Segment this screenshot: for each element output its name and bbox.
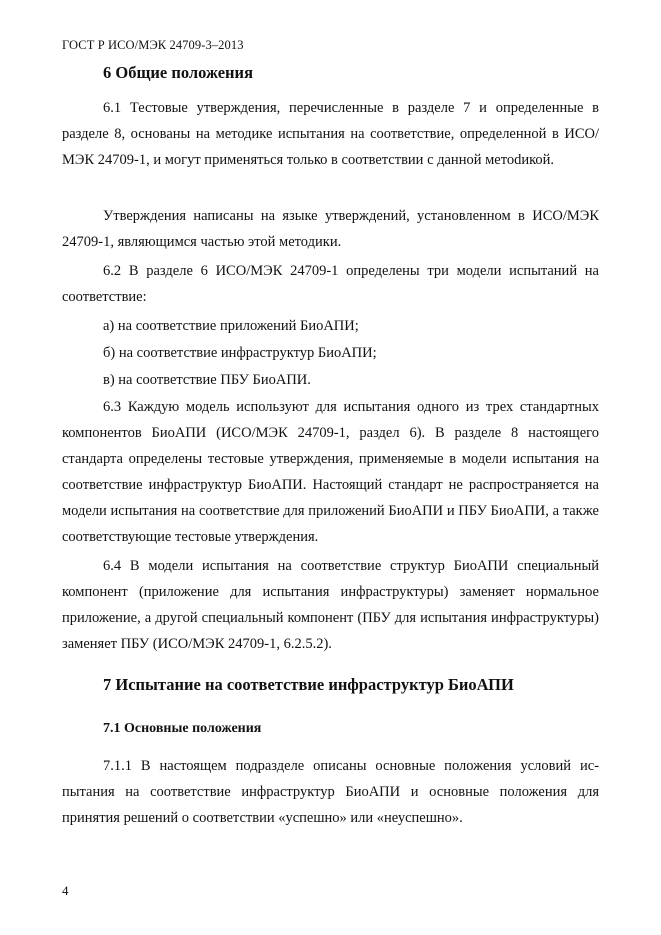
paragraph-6-2: 6.2 В разделе 6 ИСО/МЭК 24709-1 определены три модели испытаний на соответствие: (62, 263, 599, 305)
subsection-7-1-title: 7.1 Основные положения (103, 721, 262, 736)
page-number: 4 (62, 883, 69, 898)
section-7-title: 7 Испытание на соответствие инфраструктур БиоАПИ (103, 675, 514, 694)
list-item-a: а) на соответствие приложений БиоАПИ; (103, 318, 359, 334)
list-item-b: б) на соответствие инфраструктур БиоАПИ; (103, 345, 377, 361)
section-6-title: 6 Общие положения (103, 63, 253, 82)
running-header: ГОСТ Р ИСО/МЭК 24709-3–2013 (62, 38, 244, 52)
paragraph-6-3: 6.3 Каждую модель используют для испытания одного из трех стандартных компонентов БиоАПИ (ИСО/МЭК 24709-1, раздел 6). В разделе 8 настоящего стандарта определены тестовые утверждения, применяемые в модели испытания на соответствие инфраструктур БиоАПИ. Настоящий стандарт не распространяется на модели испытания на соответствие для приложений БиоАПИ и ПБУ БиоАПИ, а также соответствующие тестовые утверждения. (62, 399, 599, 545)
list-item-c: в) на соответствие ПБУ БиоАПИ. (103, 372, 311, 388)
paragraph-6-1: 6.1 Тестовые утверждения, перечисленные в разделе 7 и определенные в разделе 8, основаны на методике испытания на соответствие, определенной в ИСО/МЭК 24709-1, и могут применяться только в соответствии с данной метоdикой. (62, 100, 599, 168)
paragraph-7-1-1: 7.1.1 В настоящем подразделе описаны основные положения условий испытания на соответствие инфраструктур БиоАПИ и основные положения для принятия решений о соответствии «успешно» или «неуспешно». (62, 758, 599, 826)
paragraph-6-4: 6.4 В модели испытания на соответствие структур БиоАПИ специальный компонент (приложение для испытания инфраструктуры) заменяет нормальное приложение, а другой специальный компонент (ПБУ для испытания инфраструктуры) заменяет ПБУ (ИСО/МЭК 24709-1, 6.2.5.2). (62, 558, 599, 652)
paragraph-6-1-statements: Утверждения написаны на языке утверждений, установленном в ИСО/МЭК 24709-1, являющимся частью этой методики. (62, 208, 599, 250)
